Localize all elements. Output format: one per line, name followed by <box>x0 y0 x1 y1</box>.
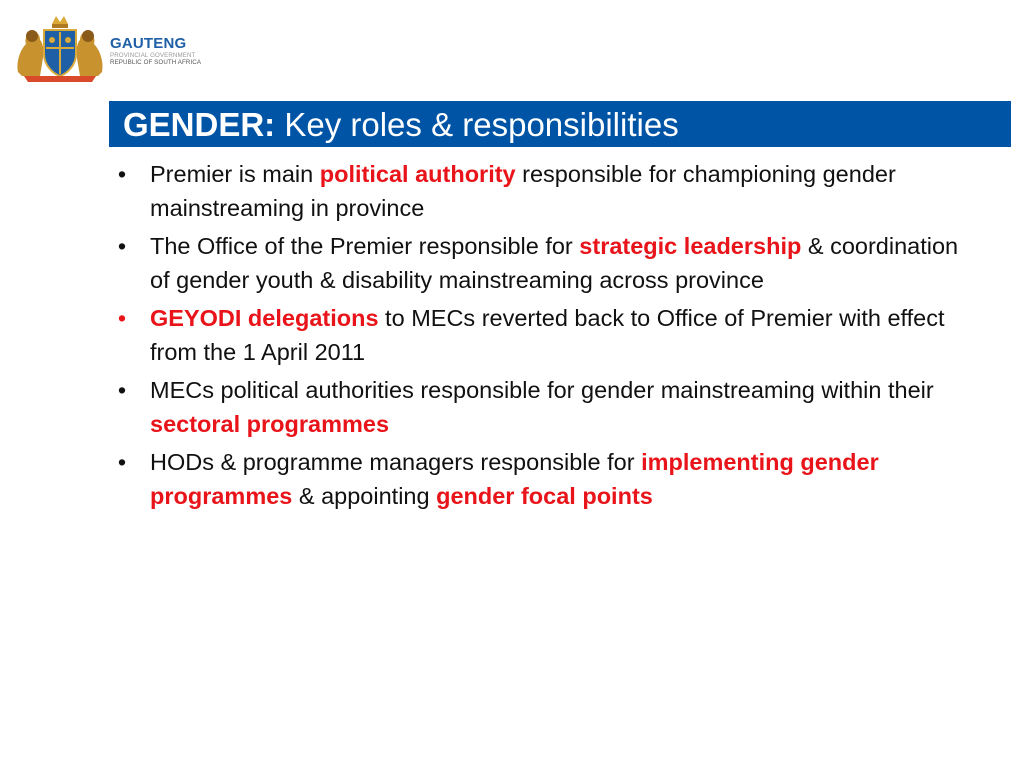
bullet-list <box>112 157 972 517</box>
logo-subtitle-1: PROVINCIAL GOVERNMENT <box>110 52 196 59</box>
bullet-text: to MECs reverted back to Office of Premier with effect from the 1 April 2011 <box>150 305 945 365</box>
bullet-item <box>112 373 972 441</box>
bullet-text: HODs & programme managers responsible for <box>150 449 642 475</box>
coat-of-arms-icon <box>14 14 106 82</box>
bullet-marker: • <box>117 233 127 259</box>
bullet-highlight: strategic leadership <box>579 233 802 259</box>
title-rest: Key roles & responsibilities <box>275 106 679 143</box>
bullet-item <box>112 157 972 225</box>
title-bar <box>109 101 1011 147</box>
bullet-text: & appointing <box>292 483 437 509</box>
bullet-text: responsible for championing gender mainstreaming in province <box>150 161 896 221</box>
logo-subtitle-2: REPUBLIC OF SOUTH AFRICA <box>110 59 202 66</box>
bullet-item <box>112 301 972 369</box>
bullet-highlight: sectoral programmes <box>150 411 390 437</box>
bullet-marker: • <box>117 161 127 187</box>
bullet-marker: • <box>117 377 127 403</box>
bullet-text: & coordination of gender youth & disability mainstreaming across province <box>150 233 959 293</box>
title-bold: GENDER: <box>123 106 276 143</box>
gauteng-logo <box>14 14 204 82</box>
bullet-text: The Office of the Premier responsible for <box>150 233 580 259</box>
bullet-marker: • <box>117 305 127 331</box>
bullet-highlight: political authority <box>319 161 516 187</box>
bullet-highlight: gender focal points <box>436 483 653 509</box>
bullet-highlight: implementing gender programmes <box>150 449 879 509</box>
bullet-marker: • <box>117 449 127 475</box>
bullet-text: MECs political authorities responsible for gender mainstreaming within their <box>150 377 934 403</box>
bullet-text: Premier is main <box>150 161 320 187</box>
logo-name: GAUTENG <box>110 35 187 52</box>
bullet-item <box>112 229 972 297</box>
logo-text <box>110 36 210 66</box>
bullet-item <box>112 445 972 513</box>
bullet-highlight: GEYODI delegations <box>150 305 379 331</box>
